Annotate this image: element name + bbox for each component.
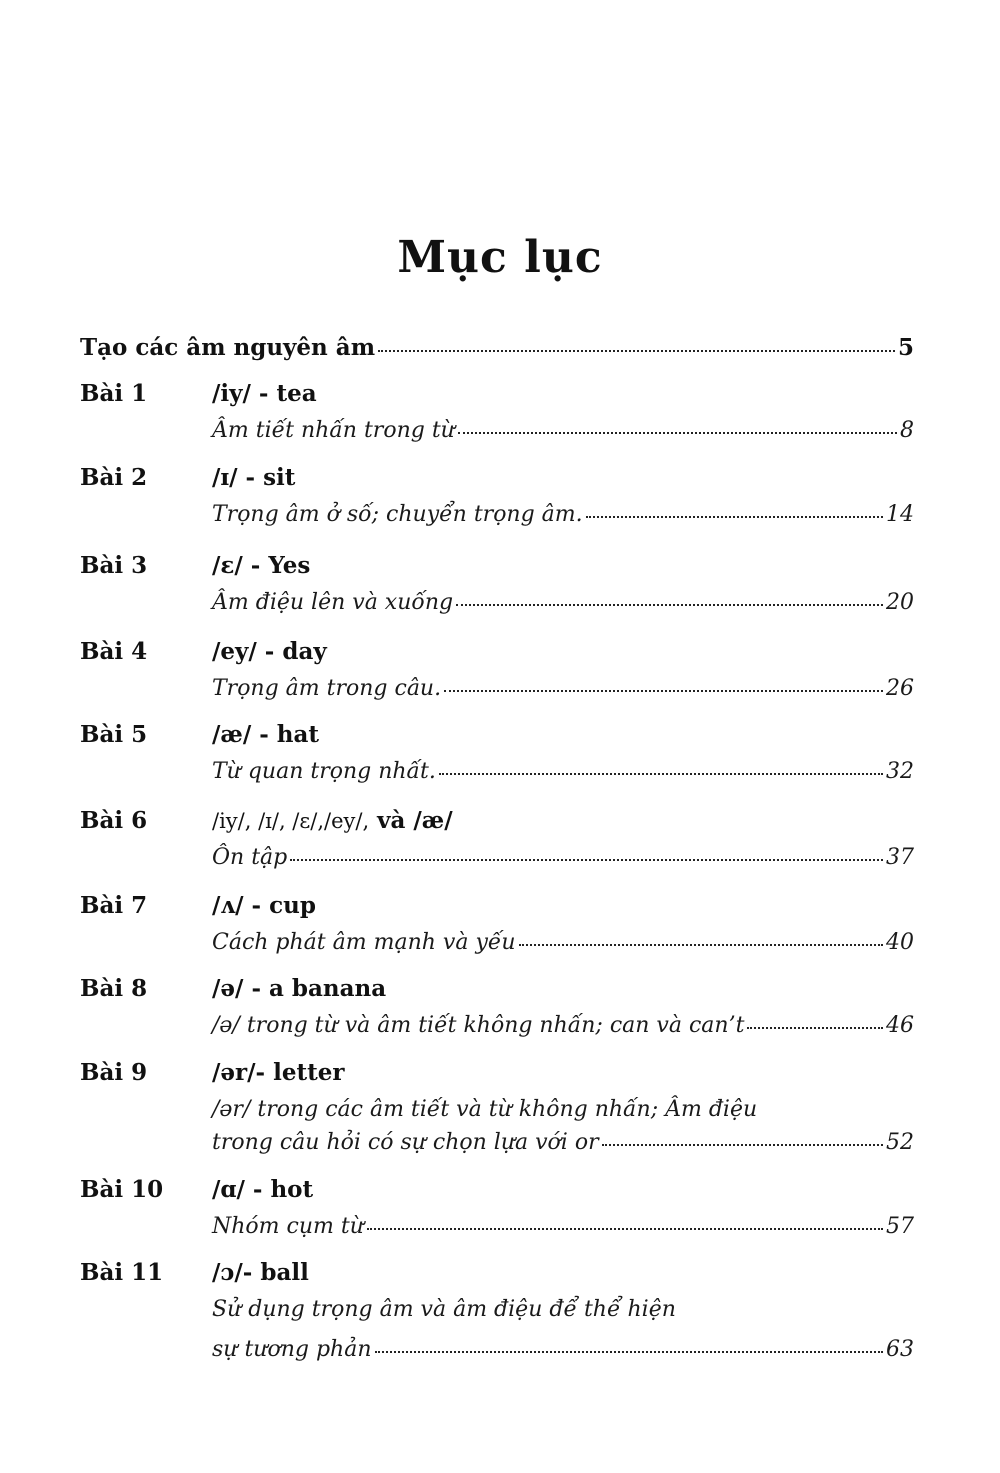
dot-leader [747, 1027, 883, 1029]
lesson-heading: /ər/- letter [212, 1059, 345, 1086]
lesson-heading: /ɛ/ - Yes [212, 552, 311, 579]
lesson-label: Bài 3 [80, 552, 148, 579]
lesson-heading: /ɑ/ - hot [212, 1176, 314, 1203]
lesson-label: Bài 4 [80, 638, 148, 665]
lesson-label: Bài 11 [80, 1259, 164, 1286]
lesson-heading: /ʌ/ - cup [212, 892, 316, 919]
dot-leader [367, 1228, 883, 1230]
lesson-heading: /ɔ/- ball [212, 1259, 309, 1286]
toc-entry-title: Tạo các âm nguyên âm [80, 334, 376, 361]
page-title: Mục lục [397, 232, 603, 283]
page-number: 14 [886, 502, 914, 527]
lesson-heading: /ɪ/ - sit [212, 464, 296, 491]
lesson-heading: /ə/ - a banana [212, 975, 387, 1002]
dot-leader [444, 690, 883, 692]
dot-leader [456, 604, 883, 606]
page-number: 8 [900, 418, 914, 443]
dot-leader [602, 1144, 883, 1146]
page-number: 46 [886, 1013, 914, 1038]
page-number: 63 [886, 1337, 914, 1362]
lesson-heading: /iy/ - tea [212, 380, 317, 407]
lesson-label: Bài 1 [80, 380, 148, 407]
lesson-heading: /æ/ - hat [212, 721, 320, 748]
lesson-label: Bài 7 [80, 892, 148, 919]
lesson-label: Bài 8 [80, 975, 148, 1002]
lesson-label: Bài 5 [80, 721, 148, 748]
page-number: 5 [897, 334, 914, 361]
dot-leader [378, 350, 895, 352]
lesson-label: Bài 9 [80, 1059, 148, 1086]
dot-leader [458, 432, 897, 434]
lesson-label: Bài 10 [80, 1176, 164, 1203]
page-number: 32 [886, 759, 914, 784]
dot-leader [439, 773, 883, 775]
lesson-label: Bài 2 [80, 464, 148, 491]
page-number: 26 [886, 676, 914, 701]
page-number: 40 [886, 930, 914, 955]
lesson-heading: /iy/, /ɪ/, /ɛ/,/ey/, và /æ/ [212, 807, 453, 834]
toc-entry-intro[interactable] [80, 334, 914, 361]
page-number: 37 [886, 845, 914, 870]
lesson-label: Bài 6 [80, 807, 148, 834]
page-number: 57 [886, 1214, 914, 1239]
dot-leader [375, 1351, 884, 1353]
page-number: 52 [886, 1130, 914, 1155]
dot-leader [290, 859, 883, 861]
dot-leader [519, 944, 883, 946]
dot-leader [586, 516, 883, 518]
page-number: 20 [886, 590, 914, 615]
lesson-heading: /ey/ - day [212, 638, 327, 665]
